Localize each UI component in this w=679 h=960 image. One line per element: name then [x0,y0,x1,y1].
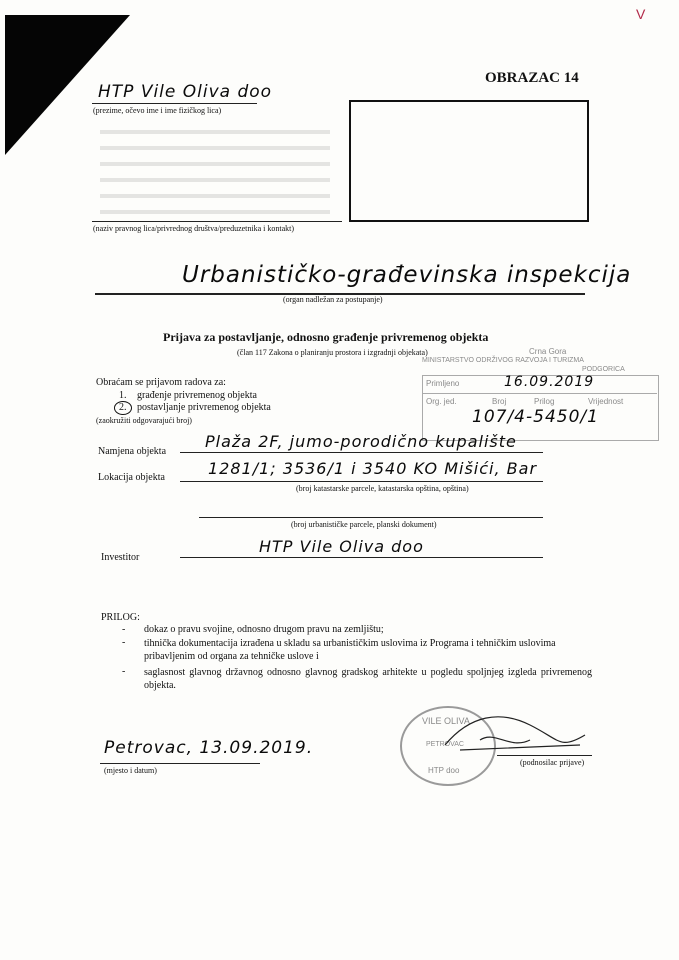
legal-caption: (naziv pravnog lica/privrednog društva/preduzetnika i kontakt) [93,224,295,233]
place-date-line [100,763,260,764]
authority-caption: (organ nadležan za postupanje) [283,295,383,304]
investitor-line [180,557,543,558]
lokacija-line [180,481,543,482]
stamp-date: 16.09.2019 [504,374,595,390]
place-date: Petrovac, 13.09.2019. [104,738,314,758]
stamp-number: 107/4-5450/1 [472,407,599,427]
option-1-label: građenje privremenog objekta [137,390,257,401]
company-stamp-bottom: HTP doo [428,766,460,775]
namjena-label: Namjena objekta [98,446,167,457]
lokacija-caption: (broj katastarske parcele, katastarska opština, opština) [296,484,469,493]
signature-line [497,755,592,756]
form-number: OBRAZAC 14 [485,70,579,86]
page-mark: V [636,6,646,22]
lokacija-value: 1281/1; 3536/1 i 3540 KO Mišići, Bar [208,459,538,478]
document-title: Prijava za postavljanje, odnosno građenje privremenog objekta [163,330,489,344]
redacted-area [100,118,330,218]
prilog-heading: PRILOG: [101,612,140,623]
stamp-line3: PODGORICA [582,366,625,373]
stamp-broj-label: Broj [492,397,507,406]
blank-box [349,100,589,222]
investitor-value: HTP Vile Oliva doo [259,537,424,556]
request-note: (zaokružiti odgovarajući broj) [96,416,192,425]
applicant-line [92,103,257,104]
stamp-vrijednost-label: Vrijednost [588,397,624,406]
option-1-num: 1. [119,390,127,401]
lokacija-label: Lokacija objekta [98,472,165,483]
stamp-line2: MINISTARSTVO ODRŽIVOG RAZVOJA I TURIZMA [422,357,584,364]
stamp-org-label: Org. jed. [426,397,457,406]
authority-handwritten: Urbanističko-građevinska inspekcija [182,262,632,288]
company-stamp-center: PETROVAC [426,741,464,748]
applicant-name-handwritten: HTP Vile Oliva doo [98,82,273,102]
prilog-item-3-text: saglasnost glavnog državnog odnosno glavnog gradskog arhitekte u pogledu spoljnjeg izgleda privremenog objekta. [144,667,592,691]
stamp-line1: Crna Gora [529,347,567,356]
urban-line [199,517,543,518]
prilog-item-2-text: tihnička dokumentacija izrađena u skladu sa urbanističkim uslovima iz Programa i tehničkim uslovima pribavljenim od organa za tehničke uslove i [144,638,556,662]
request-intro: Obraćam se prijavom radova za: [96,377,226,388]
namjena-line [180,452,543,453]
urban-caption: (broj urbanističke parcele, planski dokument) [291,520,437,529]
option-2-num: 2. [119,402,127,413]
legal-line [92,221,342,222]
signature-scribble [440,705,590,760]
stamp-prilog-label: Prilog [534,397,555,406]
applicant-caption: (prezime, očevo ime i ime fizičkog lica) [93,106,222,115]
investitor-label: Investitor [101,552,140,563]
option-2-label: postavljanje privremenog objekta [137,402,271,413]
prilog-item-1-text: dokaz o pravu svojine, odnosno drugom pravu na zemljištu; [144,624,384,635]
namjena-value: Plaža 2F, jumo-porodično kupalište [205,432,517,451]
signature-caption: (podnosilac prijave) [520,758,585,767]
stamp-grid-row [422,393,657,394]
company-stamp-top: VILE OLIVA [422,716,470,726]
received-stamp [402,347,657,442]
stamp-primljeno-label: Primljeno [426,379,460,388]
document-subtitle: (član 117 Zakona o planiranju prostora i izgradnji objekata) [237,348,428,357]
place-caption: (mjesto i datum) [104,766,157,775]
